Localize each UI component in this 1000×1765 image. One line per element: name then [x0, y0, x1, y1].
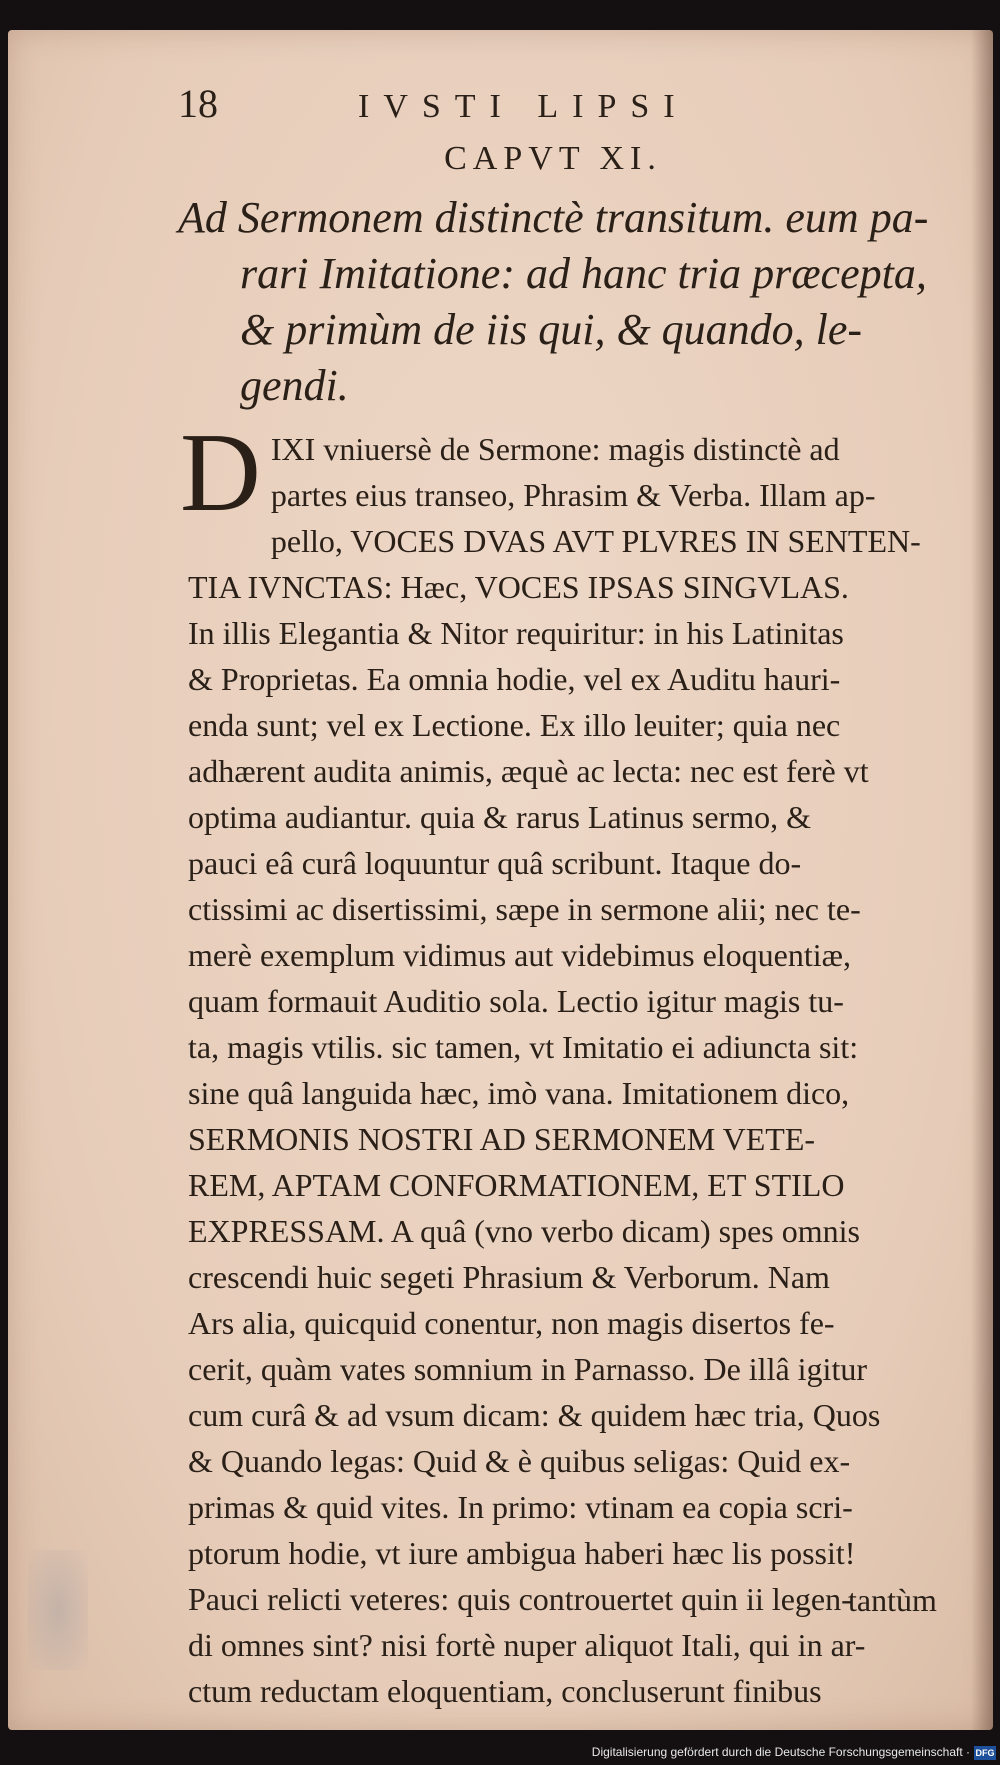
dfg-logo: DFG [975, 1748, 995, 1758]
body-line: cum curâ & ad vsum dicam: & quidem hæc tria, Quos [188, 1397, 881, 1433]
body-line: TIA IVNCTAS: Hæc, VOCES IPSAS SINGVLAS. [188, 569, 849, 605]
heading-line: gendi. [240, 361, 349, 410]
chapter-label: CAPVT XI. [444, 140, 662, 177]
body-line: quam formauit Auditio sola. Lectio igitur magis tu- [188, 983, 844, 1019]
body-line: partes eius transeo, Phrasim & Verba. Illam ap- [270, 477, 876, 513]
body-line: In illis Elegantia & Nitor requiritur: in his Latinitas [188, 615, 844, 651]
catchword: tantùm [848, 1582, 937, 1618]
body-line: pauci eâ curâ loquuntur quâ scribunt. Itaque do- [188, 845, 802, 881]
body-text [180, 411, 958, 1714]
body-line: cerit, quàm vates somnium in Parnasso. De illâ igitur [188, 1351, 867, 1387]
body-line: & Proprietas. Ea omnia hodie, vel ex Auditu hauri- [188, 661, 841, 697]
heading-line: rari Imitatione: ad hanc tria præcepta, [240, 249, 927, 298]
body-line: crescendi huic segeti Phrasium & Verborum. Nam [188, 1259, 830, 1295]
body-line: ctum reductam eloquentiam, concluserunt finibus [188, 1673, 822, 1709]
body-line: ptorum hodie, vt iure ambigua haberi hæc lis possit! [188, 1535, 856, 1571]
heading-line: & primùm de iis qui, & quando, le- [240, 305, 863, 354]
page-number: 18 [178, 81, 218, 126]
body-line: EXPRESSAM. A quâ (vno verbo dicam) spes omnis [188, 1213, 860, 1249]
drop-cap: D [180, 411, 261, 535]
body-line: di omnes sint? nisi fortè nuper aliquot Itali, qui in ar- [188, 1627, 866, 1663]
body-line: enda sunt; vel ex Lectione. Ex illo leuiter; quia nec [188, 707, 841, 743]
page-spine-shadow [971, 30, 993, 1730]
body-line: ta, magis vtilis. sic tamen, vt Imitatio ei adiuncta sit: [188, 1029, 859, 1065]
heading-line: Ad Sermonem distinctè transitum. eum pa- [178, 193, 929, 242]
footer-bar [0, 1735, 1000, 1765]
body-line: IXI vniuersè de Sermone: magis distinctè ad [270, 431, 840, 467]
body-line: & Quando legas: Quid & è quibus seligas: Quid ex- [188, 1443, 851, 1479]
running-head [178, 80, 958, 132]
body-line: primas & quid vites. In primo: vtinam ea copia scri- [188, 1489, 853, 1525]
text-block [178, 80, 958, 1714]
running-title: IVSTI LIPSI [358, 88, 689, 125]
footer-credit: Digitalisierung gefördert durch die Deutsche Forschungsgemeinschaft · [591, 1745, 970, 1759]
body-line: pello, VOCES DVAS AVT PLVRES IN SENTEN- [270, 523, 921, 559]
body-line: sine quâ languida hæc, imò vana. Imitationem dico, [188, 1075, 850, 1111]
book-page [8, 30, 993, 1730]
page-stain [28, 1550, 88, 1670]
body-line: ctissimi ac disertissimi, sæpe in sermone alii; nec te- [188, 891, 861, 927]
body-line: REM, APTAM CONFORMATIONEM, ET STILO [188, 1167, 845, 1203]
body-line: Pauci relicti veteres: quis controuertet quin ii legen- [188, 1581, 852, 1617]
body-line: merè exemplum vidimus aut videbimus eloquentiæ, [188, 937, 851, 973]
chapter-heading [178, 190, 958, 414]
body-line: optima audiantur. quia & rarus Latinus sermo, & [188, 799, 811, 835]
body-line: adhærent audita animis, æquè ac lecta: nec est ferè vt [188, 753, 869, 789]
body-line: SERMONIS NOSTRI AD SERMONEM VETE- [188, 1121, 816, 1157]
body-line: Ars alia, quicquid conentur, non magis disertos fe- [188, 1305, 835, 1341]
